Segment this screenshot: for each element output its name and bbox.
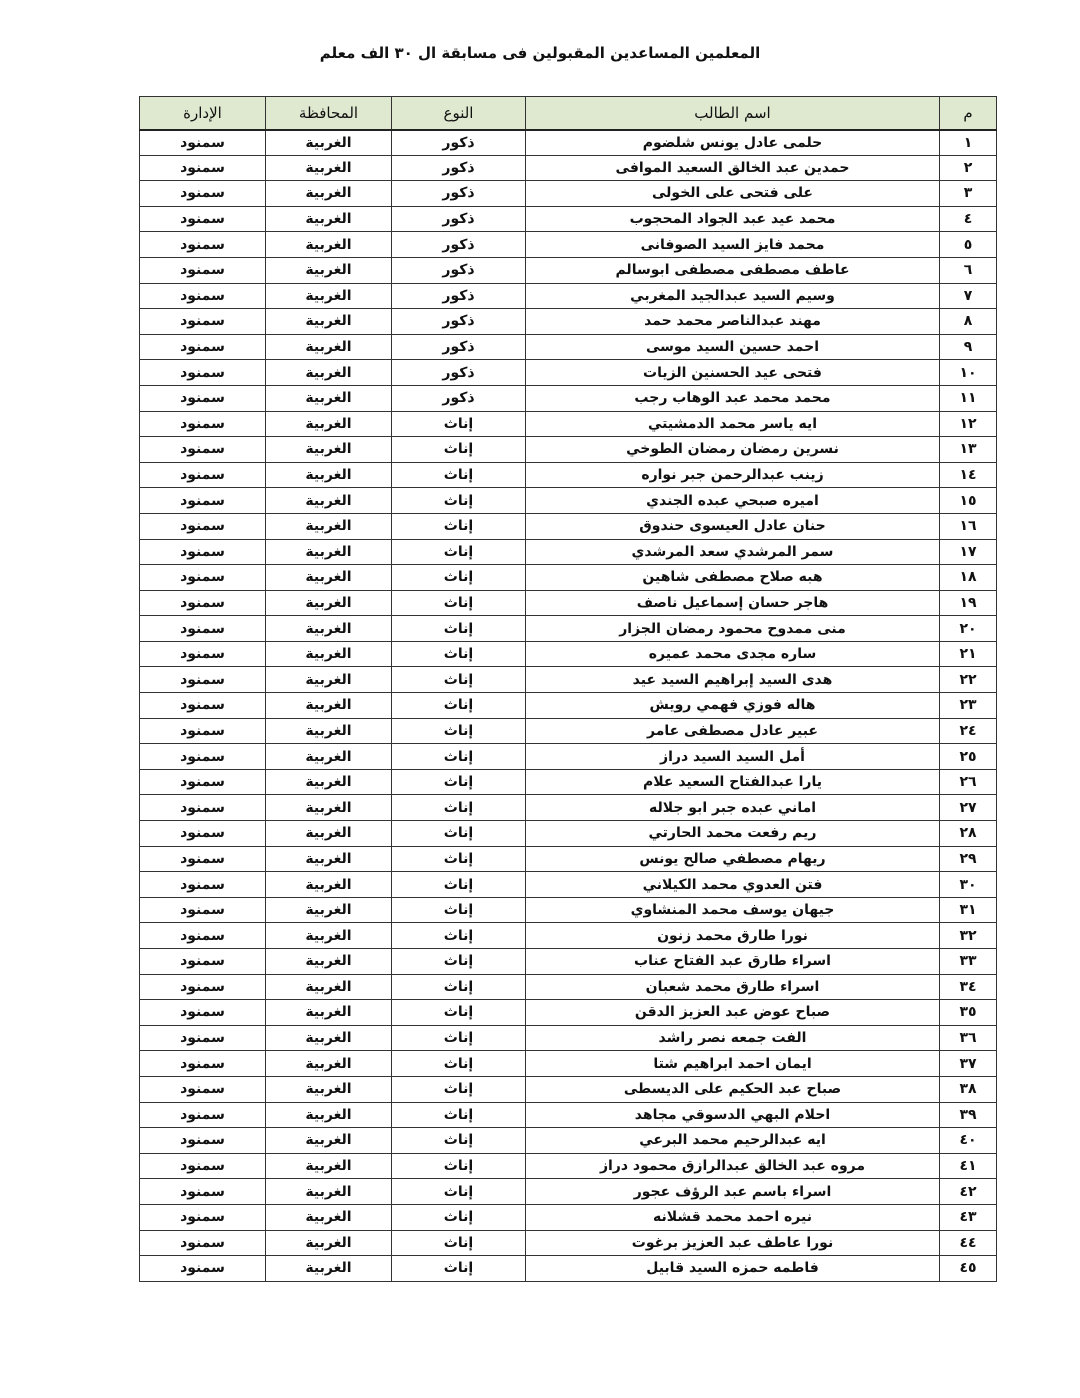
gender-cell: إناث bbox=[392, 488, 526, 514]
administration-cell: سمنود bbox=[140, 232, 266, 258]
gender-cell: ذكور bbox=[392, 130, 526, 156]
header-student-name: اسم الطالب bbox=[526, 97, 940, 130]
row-number-cell: ١ bbox=[940, 130, 997, 156]
administration-cell: سمنود bbox=[140, 565, 266, 591]
administration-cell: سمنود bbox=[140, 1102, 266, 1128]
administration-cell: سمنود bbox=[140, 846, 266, 872]
administration-cell: سمنود bbox=[140, 283, 266, 309]
gender-cell: إناث bbox=[392, 923, 526, 949]
administration-cell: سمنود bbox=[140, 130, 266, 156]
row-number-cell: ٣٢ bbox=[940, 923, 997, 949]
student-name-cell: مهند عبدالناصر محمد حمد bbox=[526, 309, 940, 335]
gender-cell: ذكور bbox=[392, 283, 526, 309]
gender-cell: إناث bbox=[392, 616, 526, 642]
administration-cell: سمنود bbox=[140, 462, 266, 488]
administration-cell: سمنود bbox=[140, 1051, 266, 1077]
gender-cell: إناث bbox=[392, 411, 526, 437]
administration-cell: سمنود bbox=[140, 385, 266, 411]
administration-cell: سمنود bbox=[140, 1204, 266, 1230]
student-name-cell: ريهام مصطفي صالح يونس bbox=[526, 846, 940, 872]
table-row bbox=[140, 1102, 997, 1128]
table-row bbox=[140, 257, 997, 283]
governorate-cell: الغربية bbox=[266, 769, 392, 795]
student-name-cell: عاطف مصطفى مصطفى ابوسالم bbox=[526, 257, 940, 283]
student-name-cell: الفت جمعه نصر راشد bbox=[526, 1025, 940, 1051]
table-row bbox=[140, 437, 997, 463]
student-name-cell: منى ممدوح محمود رمضان الجزار bbox=[526, 616, 940, 642]
table-row bbox=[140, 232, 997, 258]
row-number-cell: ٨ bbox=[940, 309, 997, 335]
row-number-cell: ٥ bbox=[940, 232, 997, 258]
student-name-cell: محمد عيد عبد الجواد المحجوب bbox=[526, 206, 940, 232]
row-number-cell: ٢٤ bbox=[940, 718, 997, 744]
gender-cell: إناث bbox=[392, 795, 526, 821]
row-number-cell: ٣٨ bbox=[940, 1076, 997, 1102]
table-row bbox=[140, 718, 997, 744]
administration-cell: سمنود bbox=[140, 360, 266, 386]
row-number-cell: ١٦ bbox=[940, 513, 997, 539]
governorate-cell: الغربية bbox=[266, 821, 392, 847]
table-row bbox=[140, 1051, 997, 1077]
table-row bbox=[140, 1025, 997, 1051]
gender-cell: إناث bbox=[392, 590, 526, 616]
gender-cell: إناث bbox=[392, 1204, 526, 1230]
administration-cell: سمنود bbox=[140, 1179, 266, 1205]
row-number-cell: ٢٠ bbox=[940, 616, 997, 642]
table-row bbox=[140, 641, 997, 667]
student-name-cell: احمد حسين السيد موسى bbox=[526, 334, 940, 360]
table-row bbox=[140, 974, 997, 1000]
row-number-cell: ١٧ bbox=[940, 539, 997, 565]
governorate-cell: الغربية bbox=[266, 232, 392, 258]
student-name-cell: نسرين رمضان رمضان الطوخي bbox=[526, 437, 940, 463]
student-name-cell: اسراء طارق محمد شعبان bbox=[526, 974, 940, 1000]
governorate-cell: الغربية bbox=[266, 411, 392, 437]
header-gender: النوع bbox=[392, 97, 526, 130]
row-number-cell: ٩ bbox=[940, 334, 997, 360]
table-row bbox=[140, 1230, 997, 1256]
table-row bbox=[140, 334, 997, 360]
row-number-cell: ٣١ bbox=[940, 897, 997, 923]
administration-cell: سمنود bbox=[140, 309, 266, 335]
row-number-cell: ٣٧ bbox=[940, 1051, 997, 1077]
governorate-cell: الغربية bbox=[266, 616, 392, 642]
table-row bbox=[140, 923, 997, 949]
row-number-cell: ٣٩ bbox=[940, 1102, 997, 1128]
governorate-cell: الغربية bbox=[266, 488, 392, 514]
student-name-cell: حمدين عبد الخالق السعيد الموافى bbox=[526, 155, 940, 181]
student-name-cell: سمر المرشدي سعد المرشدي bbox=[526, 539, 940, 565]
student-name-cell: صباح عوض عبد العزيز الدقن bbox=[526, 1000, 940, 1026]
row-number-cell: ٣٣ bbox=[940, 949, 997, 975]
governorate-cell: الغربية bbox=[266, 846, 392, 872]
administration-cell: سمنود bbox=[140, 488, 266, 514]
student-name-cell: ايه عبدالرحيم محمد البرعي bbox=[526, 1128, 940, 1154]
administration-cell: سمنود bbox=[140, 437, 266, 463]
table-row bbox=[140, 1153, 997, 1179]
governorate-cell: الغربية bbox=[266, 923, 392, 949]
administration-cell: سمنود bbox=[140, 974, 266, 1000]
student-name-cell: نورا عاطف عبد العزيز برغوت bbox=[526, 1230, 940, 1256]
row-number-cell: ٢٦ bbox=[940, 769, 997, 795]
row-number-cell: ٣٤ bbox=[940, 974, 997, 1000]
row-number-cell: ١٥ bbox=[940, 488, 997, 514]
row-number-cell: ٢١ bbox=[940, 641, 997, 667]
administration-cell: سمنود bbox=[140, 181, 266, 207]
table-row bbox=[140, 693, 997, 719]
table-row bbox=[140, 744, 997, 770]
table-row bbox=[140, 667, 997, 693]
administration-cell: سمنود bbox=[140, 795, 266, 821]
administration-cell: سمنود bbox=[140, 590, 266, 616]
administration-cell: سمنود bbox=[140, 1000, 266, 1026]
table-row bbox=[140, 462, 997, 488]
governorate-cell: الغربية bbox=[266, 155, 392, 181]
row-number-cell: ٢٨ bbox=[940, 821, 997, 847]
row-number-cell: ١٨ bbox=[940, 565, 997, 591]
administration-cell: سمنود bbox=[140, 1256, 266, 1282]
table-row bbox=[140, 360, 997, 386]
gender-cell: إناث bbox=[392, 949, 526, 975]
table-row bbox=[140, 1179, 997, 1205]
table-row bbox=[140, 155, 997, 181]
accepted-teachers-table bbox=[139, 96, 997, 1282]
gender-cell: إناث bbox=[392, 1179, 526, 1205]
gender-cell: إناث bbox=[392, 897, 526, 923]
gender-cell: ذكور bbox=[392, 206, 526, 232]
row-number-cell: ٤ bbox=[940, 206, 997, 232]
governorate-cell: الغربية bbox=[266, 1153, 392, 1179]
administration-cell: سمنود bbox=[140, 513, 266, 539]
table-row bbox=[140, 283, 997, 309]
row-number-cell: ٤١ bbox=[940, 1153, 997, 1179]
governorate-cell: الغربية bbox=[266, 1128, 392, 1154]
governorate-cell: الغربية bbox=[266, 257, 392, 283]
student-name-cell: زينب عبدالرحمن جبر نواره bbox=[526, 462, 940, 488]
student-name-cell: فاطمه حمزه السيد قابيل bbox=[526, 1256, 940, 1282]
row-number-cell: ٧ bbox=[940, 283, 997, 309]
student-name-cell: محمد فايز السيد الصوفانى bbox=[526, 232, 940, 258]
administration-cell: سمنود bbox=[140, 411, 266, 437]
student-name-cell: ايمان احمد ابراهيم شتا bbox=[526, 1051, 940, 1077]
gender-cell: إناث bbox=[392, 1102, 526, 1128]
gender-cell: إناث bbox=[392, 641, 526, 667]
row-number-cell: ١٣ bbox=[940, 437, 997, 463]
administration-cell: سمنود bbox=[140, 334, 266, 360]
student-name-cell: على فتحى على الخولى bbox=[526, 181, 940, 207]
governorate-cell: الغربية bbox=[266, 130, 392, 156]
administration-cell: سمنود bbox=[140, 1076, 266, 1102]
governorate-cell: الغربية bbox=[266, 1025, 392, 1051]
gender-cell: ذكور bbox=[392, 181, 526, 207]
gender-cell: إناث bbox=[392, 693, 526, 719]
governorate-cell: الغربية bbox=[266, 1256, 392, 1282]
student-name-cell: ريم رفعت محمد الحارتي bbox=[526, 821, 940, 847]
table-row bbox=[140, 488, 997, 514]
student-name-cell: نيره احمد محمد قشلانه bbox=[526, 1204, 940, 1230]
administration-cell: سمنود bbox=[140, 257, 266, 283]
row-number-cell: ٣٥ bbox=[940, 1000, 997, 1026]
table-header-row bbox=[140, 97, 997, 130]
governorate-cell: الغربية bbox=[266, 1179, 392, 1205]
student-name-cell: عبير عادل مصطفى عامر bbox=[526, 718, 940, 744]
gender-cell: إناث bbox=[392, 821, 526, 847]
gender-cell: إناث bbox=[392, 565, 526, 591]
row-number-cell: ٢٥ bbox=[940, 744, 997, 770]
administration-cell: سمنود bbox=[140, 1153, 266, 1179]
student-name-cell: نورا طارق محمد زنون bbox=[526, 923, 940, 949]
table-row bbox=[140, 590, 997, 616]
administration-cell: سمنود bbox=[140, 744, 266, 770]
gender-cell: إناث bbox=[392, 1076, 526, 1102]
administration-cell: سمنود bbox=[140, 693, 266, 719]
gender-cell: إناث bbox=[392, 1256, 526, 1282]
gender-cell: إناث bbox=[392, 1051, 526, 1077]
student-name-cell: جيهان يوسف محمد المنشاوي bbox=[526, 897, 940, 923]
student-name-cell: وسيم السيد عبدالجيد المغربي bbox=[526, 283, 940, 309]
governorate-cell: الغربية bbox=[266, 949, 392, 975]
gender-cell: إناث bbox=[392, 1000, 526, 1026]
row-number-cell: ١١ bbox=[940, 385, 997, 411]
administration-cell: سمنود bbox=[140, 923, 266, 949]
governorate-cell: الغربية bbox=[266, 334, 392, 360]
governorate-cell: الغربية bbox=[266, 641, 392, 667]
row-number-cell: ٣٦ bbox=[940, 1025, 997, 1051]
table-row bbox=[140, 769, 997, 795]
table-row bbox=[140, 130, 997, 156]
student-name-cell: احلام البهي الدسوقي مجاهد bbox=[526, 1102, 940, 1128]
governorate-cell: الغربية bbox=[266, 1230, 392, 1256]
governorate-cell: الغربية bbox=[266, 1204, 392, 1230]
row-number-cell: ٤٣ bbox=[940, 1204, 997, 1230]
table-row bbox=[140, 795, 997, 821]
header-governorate: المحافظة bbox=[266, 97, 392, 130]
row-number-cell: ٢٩ bbox=[940, 846, 997, 872]
gender-cell: إناث bbox=[392, 513, 526, 539]
gender-cell: ذكور bbox=[392, 385, 526, 411]
governorate-cell: الغربية bbox=[266, 795, 392, 821]
governorate-cell: الغربية bbox=[266, 1102, 392, 1128]
administration-cell: سمنود bbox=[140, 155, 266, 181]
student-name-cell: هبه صلاح مصطفى شاهين bbox=[526, 565, 940, 591]
governorate-cell: الغربية bbox=[266, 1051, 392, 1077]
gender-cell: إناث bbox=[392, 1153, 526, 1179]
row-number-cell: ٢٢ bbox=[940, 667, 997, 693]
governorate-cell: الغربية bbox=[266, 872, 392, 898]
student-name-cell: مروه عبد الخالق عبدالرازق محمود دراز bbox=[526, 1153, 940, 1179]
gender-cell: إناث bbox=[392, 1025, 526, 1051]
page-title: المعلمين المساعدين المقبولين فى مسابقة ال ٣٠ الف معلم bbox=[319, 44, 761, 62]
gender-cell: ذكور bbox=[392, 334, 526, 360]
table-row bbox=[140, 1128, 997, 1154]
gender-cell: ذكور bbox=[392, 360, 526, 386]
gender-cell: إناث bbox=[392, 437, 526, 463]
table-row bbox=[140, 385, 997, 411]
student-name-cell: ساره مجدى محمد عميره bbox=[526, 641, 940, 667]
administration-cell: سمنود bbox=[140, 872, 266, 898]
governorate-cell: الغربية bbox=[266, 513, 392, 539]
table-row bbox=[140, 897, 997, 923]
student-name-cell: فتحى عيد الحسنين الزيات bbox=[526, 360, 940, 386]
administration-cell: سمنود bbox=[140, 769, 266, 795]
governorate-cell: الغربية bbox=[266, 1000, 392, 1026]
row-number-cell: ١٢ bbox=[940, 411, 997, 437]
governorate-cell: الغربية bbox=[266, 897, 392, 923]
administration-cell: سمنود bbox=[140, 949, 266, 975]
governorate-cell: الغربية bbox=[266, 206, 392, 232]
gender-cell: إناث bbox=[392, 667, 526, 693]
governorate-cell: الغربية bbox=[266, 539, 392, 565]
gender-cell: ذكور bbox=[392, 309, 526, 335]
row-number-cell: ٤٤ bbox=[940, 1230, 997, 1256]
governorate-cell: الغربية bbox=[266, 1076, 392, 1102]
table-row bbox=[140, 411, 997, 437]
governorate-cell: الغربية bbox=[266, 718, 392, 744]
student-name-cell: يارا عبدالفتاح السعيد علام bbox=[526, 769, 940, 795]
table-body bbox=[140, 130, 997, 1282]
row-number-cell: ٤٢ bbox=[940, 1179, 997, 1205]
table-row bbox=[140, 1000, 997, 1026]
row-number-cell: ١٤ bbox=[940, 462, 997, 488]
gender-cell: إناث bbox=[392, 846, 526, 872]
governorate-cell: الغربية bbox=[266, 309, 392, 335]
gender-cell: إناث bbox=[392, 539, 526, 565]
student-name-cell: فتن العدوي محمد الكيلاني bbox=[526, 872, 940, 898]
administration-cell: سمنود bbox=[140, 667, 266, 693]
row-number-cell: ٤٥ bbox=[940, 1256, 997, 1282]
student-name-cell: اماني عبده جبر ابو جلاله bbox=[526, 795, 940, 821]
row-number-cell: ٣٠ bbox=[940, 872, 997, 898]
row-number-cell: ٢٧ bbox=[940, 795, 997, 821]
administration-cell: سمنود bbox=[140, 1128, 266, 1154]
governorate-cell: الغربية bbox=[266, 181, 392, 207]
gender-cell: ذكور bbox=[392, 257, 526, 283]
gender-cell: إناث bbox=[392, 718, 526, 744]
table-row bbox=[140, 206, 997, 232]
table-row bbox=[140, 513, 997, 539]
administration-cell: سمنود bbox=[140, 1230, 266, 1256]
student-name-cell: اميره صبحي عبده الجندي bbox=[526, 488, 940, 514]
gender-cell: إناث bbox=[392, 872, 526, 898]
header-number: م bbox=[940, 97, 997, 130]
student-name-cell: محمد محمد عبد الوهاب رجب bbox=[526, 385, 940, 411]
governorate-cell: الغربية bbox=[266, 462, 392, 488]
row-number-cell: ١٠ bbox=[940, 360, 997, 386]
governorate-cell: الغربية bbox=[266, 565, 392, 591]
administration-cell: سمنود bbox=[140, 539, 266, 565]
gender-cell: ذكور bbox=[392, 155, 526, 181]
administration-cell: سمنود bbox=[140, 718, 266, 744]
table-row bbox=[140, 1076, 997, 1102]
table-row bbox=[140, 565, 997, 591]
table-row bbox=[140, 846, 997, 872]
governorate-cell: الغربية bbox=[266, 590, 392, 616]
administration-cell: سمنود bbox=[140, 897, 266, 923]
row-number-cell: ٤٠ bbox=[940, 1128, 997, 1154]
student-name-cell: هاله فوزي فهمي رويش bbox=[526, 693, 940, 719]
governorate-cell: الغربية bbox=[266, 744, 392, 770]
governorate-cell: الغربية bbox=[266, 693, 392, 719]
student-name-cell: هدى السيد إبراهيم السيد عيد bbox=[526, 667, 940, 693]
table-row bbox=[140, 539, 997, 565]
governorate-cell: الغربية bbox=[266, 283, 392, 309]
administration-cell: سمنود bbox=[140, 641, 266, 667]
student-name-cell: حنان عادل العيسوى حندوق bbox=[526, 513, 940, 539]
table-row bbox=[140, 616, 997, 642]
student-name-cell: اسراء طارق عبد الفتاح عناب bbox=[526, 949, 940, 975]
student-name-cell: هاجر حسان إسماعيل ناصف bbox=[526, 590, 940, 616]
row-number-cell: ٣ bbox=[940, 181, 997, 207]
row-number-cell: ١٩ bbox=[940, 590, 997, 616]
gender-cell: إناث bbox=[392, 769, 526, 795]
table-row bbox=[140, 1204, 997, 1230]
governorate-cell: الغربية bbox=[266, 385, 392, 411]
administration-cell: سمنود bbox=[140, 1025, 266, 1051]
gender-cell: ذكور bbox=[392, 232, 526, 258]
table-row bbox=[140, 309, 997, 335]
student-name-cell: أمل السيد السيد دراز bbox=[526, 744, 940, 770]
student-name-cell: حلمى عادل يونس شلضوم bbox=[526, 130, 940, 156]
header-administration: الإدارة bbox=[140, 97, 266, 130]
administration-cell: سمنود bbox=[140, 616, 266, 642]
table-row bbox=[140, 181, 997, 207]
governorate-cell: الغربية bbox=[266, 437, 392, 463]
governorate-cell: الغربية bbox=[266, 360, 392, 386]
gender-cell: إناث bbox=[392, 974, 526, 1000]
row-number-cell: ٦ bbox=[940, 257, 997, 283]
administration-cell: سمنود bbox=[140, 206, 266, 232]
governorate-cell: الغربية bbox=[266, 667, 392, 693]
student-name-cell: صباح عبد الحكيم على الديسطى bbox=[526, 1076, 940, 1102]
gender-cell: إناث bbox=[392, 1128, 526, 1154]
table-row bbox=[140, 821, 997, 847]
row-number-cell: ٢ bbox=[940, 155, 997, 181]
gender-cell: إناث bbox=[392, 1230, 526, 1256]
gender-cell: إناث bbox=[392, 744, 526, 770]
administration-cell: سمنود bbox=[140, 821, 266, 847]
student-name-cell: ايه ياسر محمد الدمشيتي bbox=[526, 411, 940, 437]
row-number-cell: ٢٣ bbox=[940, 693, 997, 719]
governorate-cell: الغربية bbox=[266, 974, 392, 1000]
table-row bbox=[140, 949, 997, 975]
student-name-cell: اسراء باسم عبد الرؤف عجور bbox=[526, 1179, 940, 1205]
gender-cell: إناث bbox=[392, 462, 526, 488]
table-row bbox=[140, 1256, 997, 1282]
table-row bbox=[140, 872, 997, 898]
